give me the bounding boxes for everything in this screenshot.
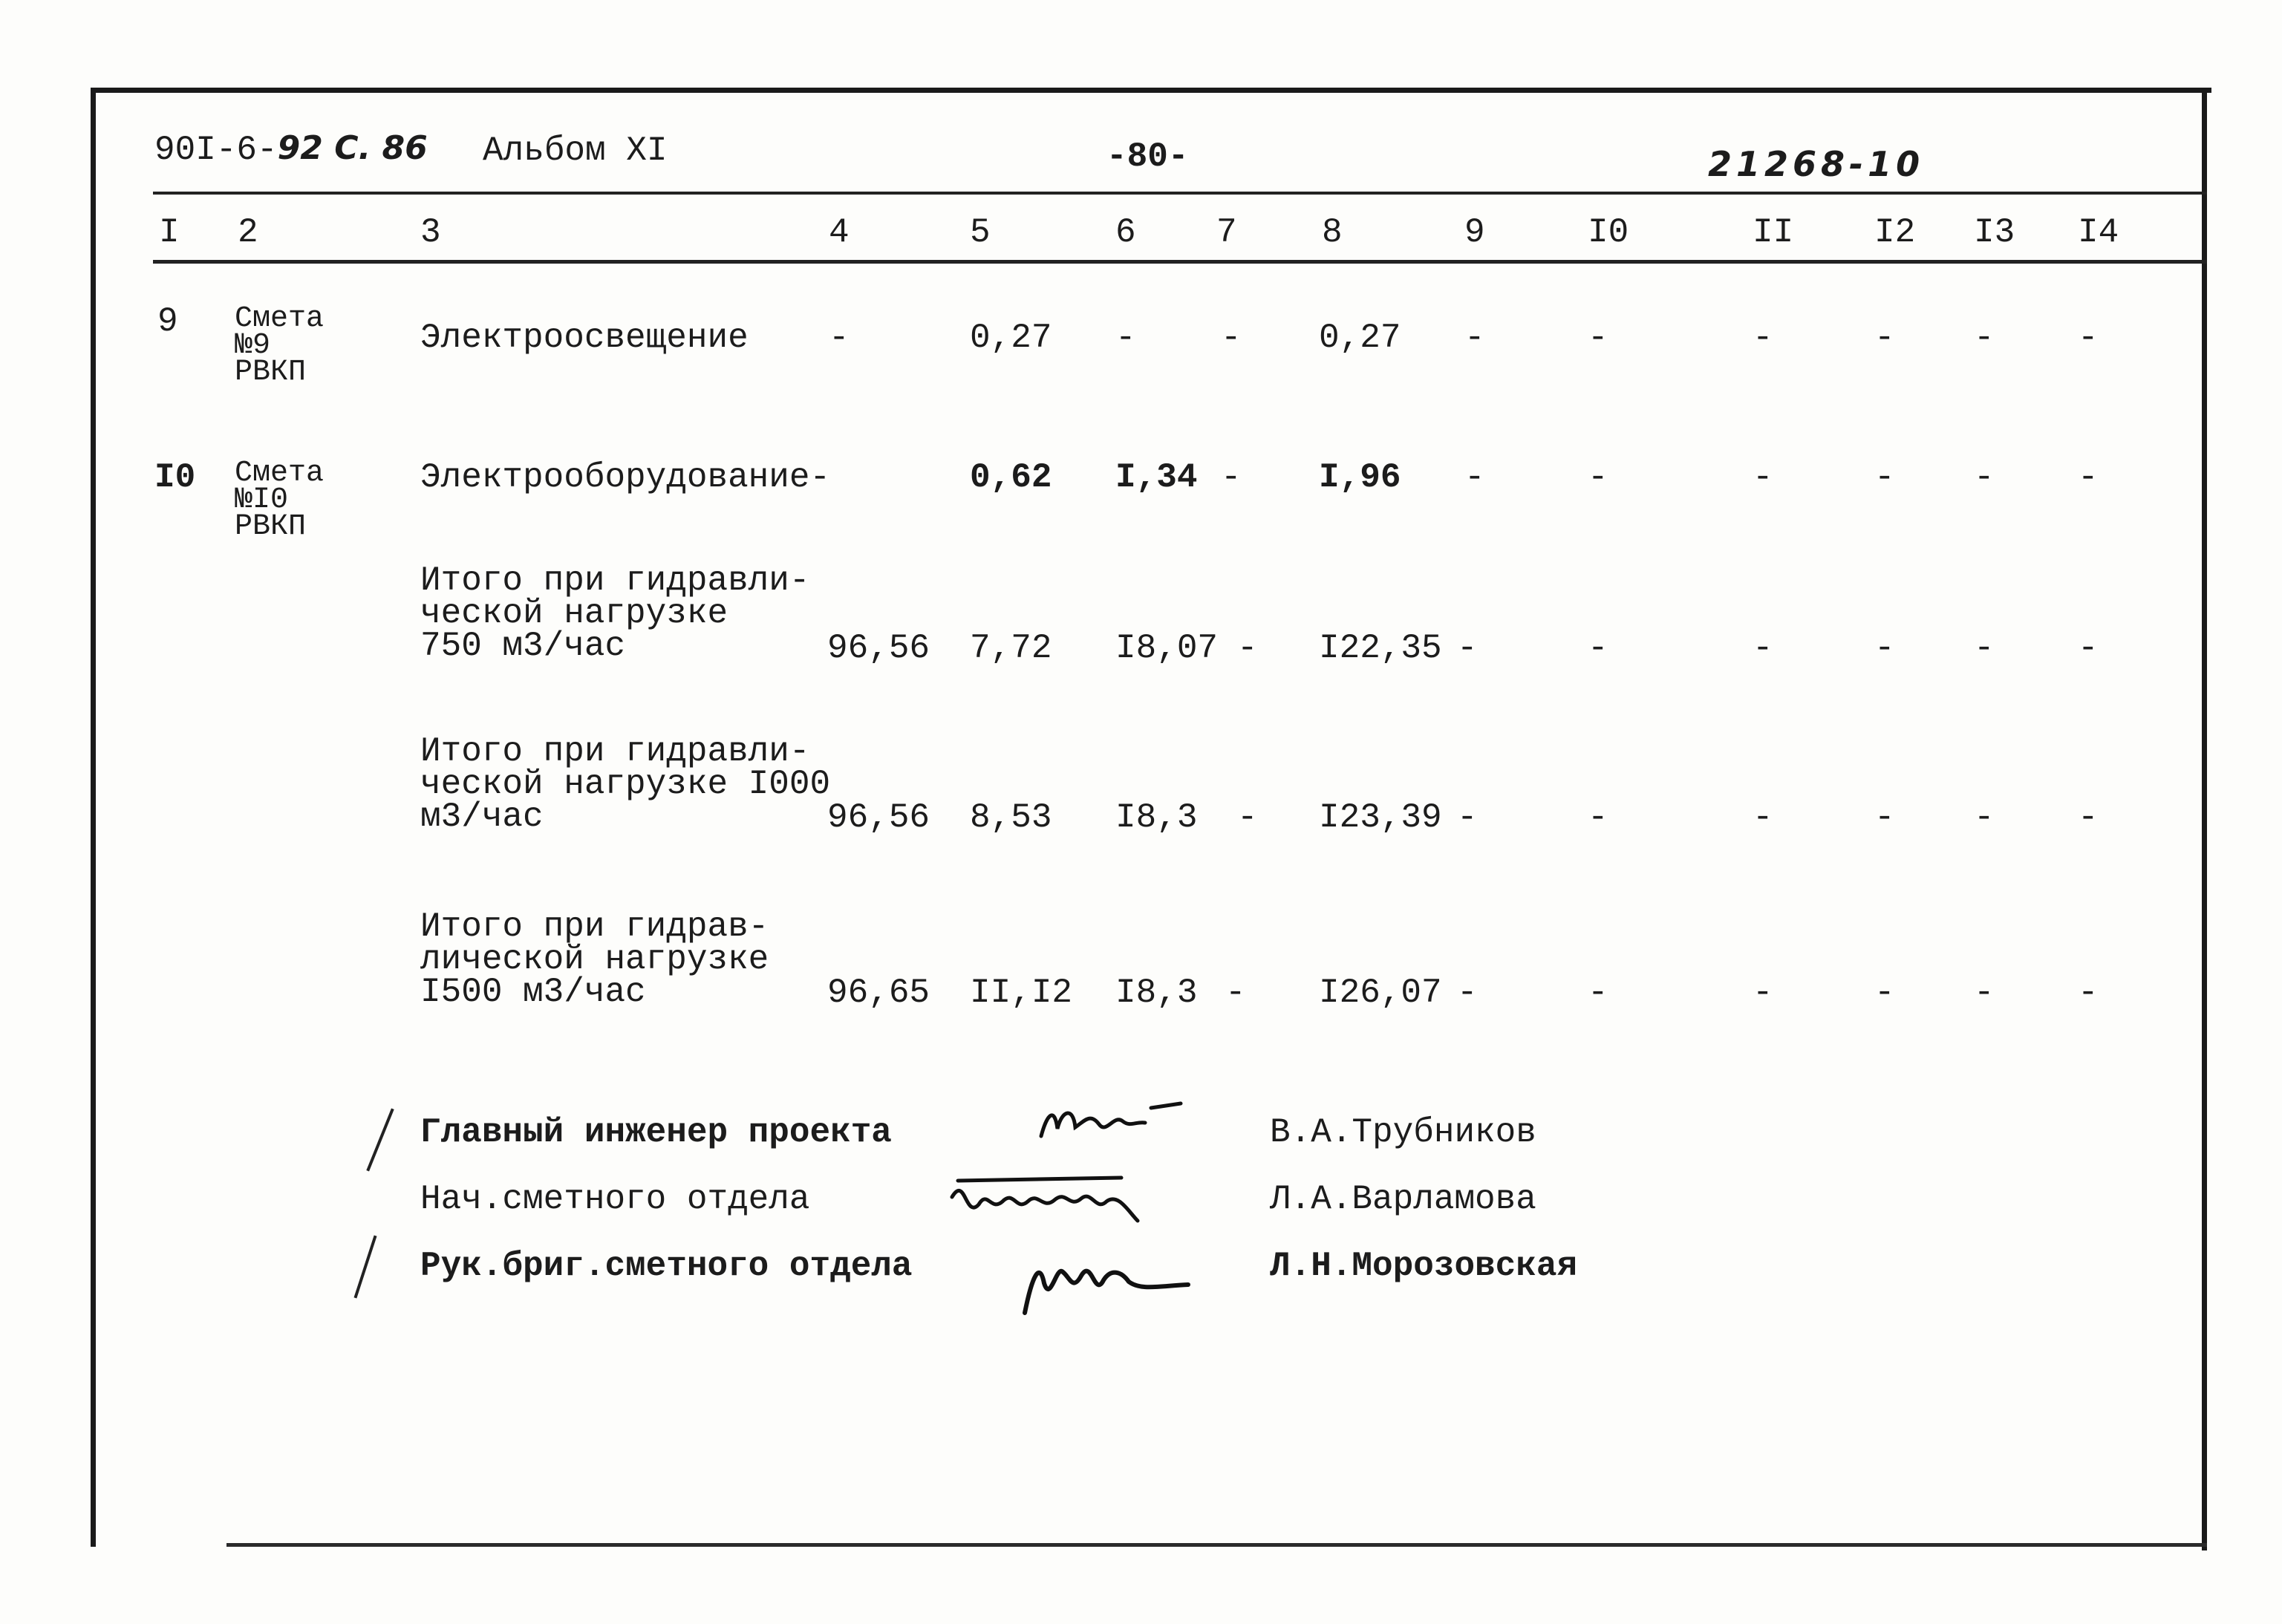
document-code xyxy=(154,129,428,169)
cell-col9: - xyxy=(1464,458,1485,497)
column-number: 2 xyxy=(238,213,258,252)
signature-role: Главный инженер проекта xyxy=(420,1113,892,1152)
cell-col12: - xyxy=(1874,458,1895,497)
row-name: Электроосвещение xyxy=(420,319,749,357)
cell-col11: - xyxy=(1753,319,1773,357)
approval-mark xyxy=(366,1109,394,1172)
cell-col14: - xyxy=(2078,629,2099,668)
cell-col5: II,I2 xyxy=(970,974,1073,1012)
cell-col12: - xyxy=(1874,629,1895,668)
cell-col8: I23,39 xyxy=(1319,798,1442,837)
cell-col8: 0,27 xyxy=(1319,319,1401,357)
cell-col13: - xyxy=(1974,319,1995,357)
cell-col14: - xyxy=(2078,798,2099,837)
inventory-number: 21268-10 xyxy=(1708,144,1925,184)
column-number: I4 xyxy=(2078,213,2119,252)
cell-col5: 7,72 xyxy=(970,629,1052,668)
row-name: Итого при гидравли- ческой нагрузке I000 м3/час xyxy=(420,732,831,836)
column-number: I2 xyxy=(1874,213,1916,252)
row-name: Электрооборудование- xyxy=(420,458,831,497)
row-reference: Смета №9 РВКП xyxy=(235,302,325,389)
cell-col12: - xyxy=(1874,319,1895,357)
column-number: 3 xyxy=(420,213,441,252)
handwritten-signature xyxy=(943,1167,1151,1234)
frame-right-border xyxy=(2202,88,2207,1550)
cell-col12: - xyxy=(1874,974,1895,1012)
column-number: 4 xyxy=(829,213,850,252)
column-number: 9 xyxy=(1464,213,1485,252)
column-number: I0 xyxy=(1588,213,1629,252)
cell-col4: - xyxy=(829,319,850,357)
cell-col9: - xyxy=(1457,798,1478,837)
column-number: I3 xyxy=(1974,213,2015,252)
cell-col8: I,96 xyxy=(1319,458,1401,497)
cell-col6: I8,3 xyxy=(1115,974,1198,1012)
handwritten-signature xyxy=(1010,1239,1210,1320)
signature-role: Рук.бриг.сметного отдела xyxy=(420,1247,913,1285)
cell-col10: - xyxy=(1588,974,1608,1012)
cell-col6: I8,07 xyxy=(1115,629,1219,668)
cell-col10: - xyxy=(1588,319,1608,357)
cell-col8: I26,07 xyxy=(1319,974,1442,1012)
document-code-handwritten: 92 С. 86 xyxy=(277,129,428,167)
cell-col6: I,34 xyxy=(1115,458,1198,497)
cell-col11: - xyxy=(1753,458,1773,497)
cell-col6: - xyxy=(1115,319,1136,357)
cell-col7: - xyxy=(1221,319,1242,357)
cell-col9: - xyxy=(1457,974,1478,1012)
cell-col4: 96,56 xyxy=(827,629,930,668)
cell-col11: - xyxy=(1753,974,1773,1012)
row-name: Итого при гидрав- лической нагрузке I500 м3/час xyxy=(420,907,769,1011)
cell-col5: 0,62 xyxy=(970,458,1052,497)
signatory-name: Л.Н.Морозовская xyxy=(1270,1247,1578,1285)
row-name: Итого при гидравли- ческой нагрузке 750 м3/час xyxy=(420,561,810,665)
row-number: I0 xyxy=(154,458,196,497)
cell-col13: - xyxy=(1974,458,1995,497)
cell-col4: 96,56 xyxy=(827,798,930,837)
cell-col10: - xyxy=(1588,629,1608,668)
column-number: II xyxy=(1753,213,1794,252)
frame-left-border xyxy=(91,88,96,1547)
cell-col5: 0,27 xyxy=(970,319,1052,357)
page-number: -80- xyxy=(1106,137,1189,176)
column-number: I xyxy=(159,213,180,252)
cell-col14: - xyxy=(2078,974,2099,1012)
signature-role: Нач.сметного отдела xyxy=(420,1180,810,1219)
cell-col13: - xyxy=(1974,798,1995,837)
cell-col4: 96,65 xyxy=(827,974,930,1012)
cell-col13: - xyxy=(1974,629,1995,668)
document-code-printed: 90I-6- xyxy=(154,131,278,169)
column-number: 6 xyxy=(1115,213,1136,252)
cell-col9: - xyxy=(1464,319,1485,357)
frame-top-border xyxy=(91,88,2211,93)
signatory-name: Л.А.Варламова xyxy=(1270,1180,1536,1219)
cell-col5: 8,53 xyxy=(970,798,1052,837)
cell-col7: - xyxy=(1221,458,1242,497)
cell-col10: - xyxy=(1588,458,1608,497)
cell-col7: - xyxy=(1237,629,1258,668)
cell-col9: - xyxy=(1457,629,1478,668)
cell-col7: - xyxy=(1225,974,1246,1012)
column-number: 7 xyxy=(1216,213,1237,252)
cell-col11: - xyxy=(1753,798,1773,837)
cell-col8: I22,35 xyxy=(1319,629,1442,668)
album-label: Альбом XI xyxy=(483,131,668,170)
approval-mark xyxy=(354,1236,377,1299)
cell-col13: - xyxy=(1974,974,1995,1012)
cell-col10: - xyxy=(1588,798,1608,837)
cell-col12: - xyxy=(1874,798,1895,837)
cell-col11: - xyxy=(1753,629,1773,668)
frame-bottom-border xyxy=(226,1543,2207,1547)
row-number: 9 xyxy=(157,302,178,341)
column-number: 5 xyxy=(970,213,991,252)
column-header-rule xyxy=(153,260,2207,264)
cell-col6: I8,3 xyxy=(1115,798,1198,837)
cell-col14: - xyxy=(2078,458,2099,497)
signatory-name: В.А.Трубников xyxy=(1270,1113,1536,1152)
cell-col7: - xyxy=(1237,798,1258,837)
cell-col14: - xyxy=(2078,319,2099,357)
column-number: 8 xyxy=(1322,213,1343,252)
row-reference: Смета №I0 РВКП xyxy=(235,457,325,544)
header-rule xyxy=(153,192,2207,195)
handwritten-signature xyxy=(1032,1092,1203,1158)
